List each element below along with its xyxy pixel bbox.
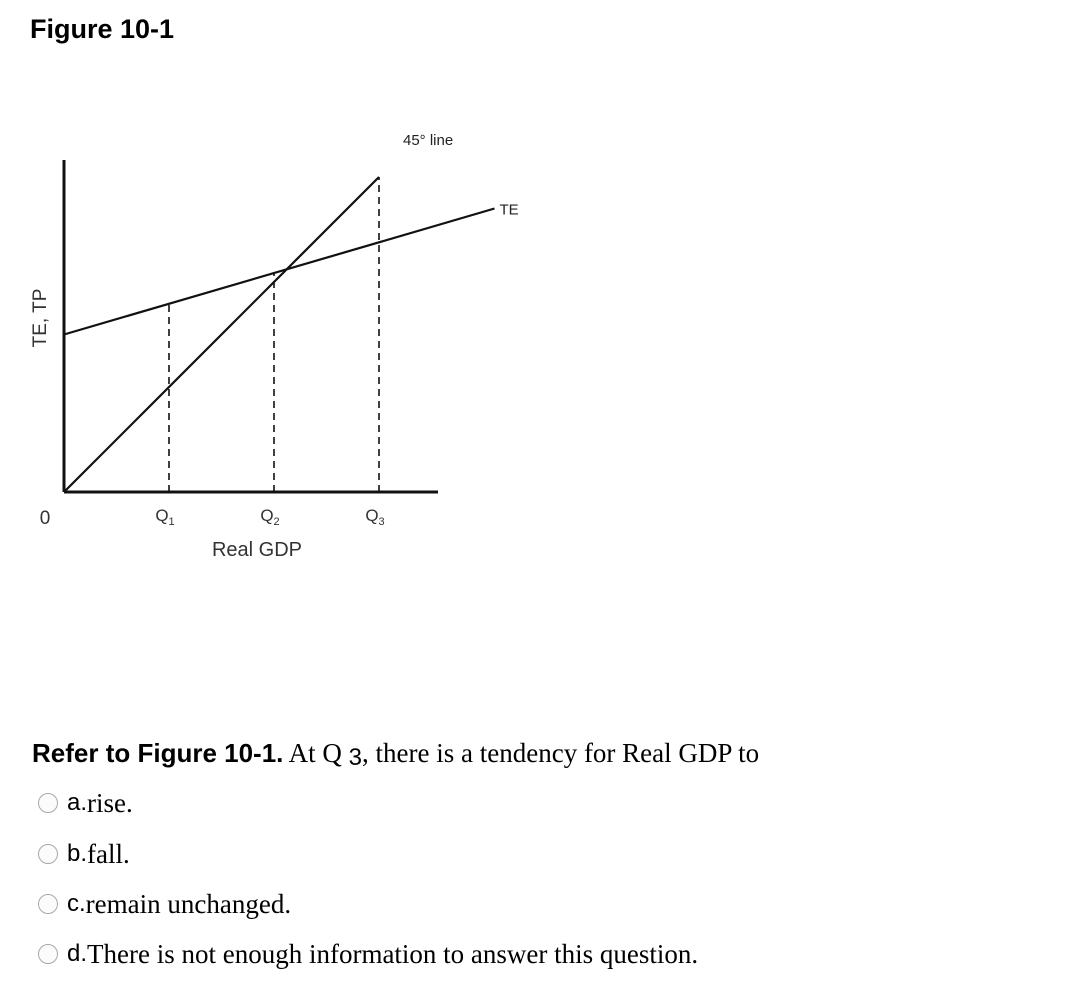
option-c-radio[interactable]: [38, 894, 58, 914]
series-te-line: [64, 209, 495, 335]
x-tick-label-q3: $Q_3$: [365, 506, 385, 528]
option-b[interactable]: [38, 839, 130, 869]
option-c-text: remain unchanged.: [85, 888, 292, 919]
series-45-degree-line: [64, 177, 379, 492]
option-d[interactable]: [38, 939, 698, 969]
option-d-radio[interactable]: [38, 944, 58, 964]
x-tick-label-q1: $Q_1$: [155, 506, 175, 528]
option-d-text: There is not enough information to answer this question.: [87, 938, 699, 969]
option-b-letter: b.: [67, 840, 88, 867]
option-c[interactable]: [38, 889, 291, 919]
option-b-radio[interactable]: [38, 844, 58, 864]
option-d-letter: d.: [67, 940, 88, 967]
x-axis-label: Real GDP: [211, 539, 303, 561]
x-tick-label-q2: $Q_2$: [260, 506, 280, 528]
option-a-letter: a.: [67, 789, 88, 816]
option-a-radio[interactable]: [38, 793, 58, 813]
series-te-label: TE: [499, 201, 519, 219]
option-b-text: fall.: [87, 838, 130, 869]
question-part-a: At Q: [283, 738, 349, 768]
y-axis-label: TE, TP: [30, 288, 51, 348]
question-reference: Refer to Figure 10-1.: [32, 738, 284, 768]
question-text: [32, 738, 759, 769]
option-c-letter: c.: [67, 890, 86, 917]
question-part-b: , there is a tendency for Real GDP to: [362, 738, 760, 768]
origin-label: 0: [39, 508, 51, 529]
figure-title: Figure 10-1: [30, 14, 175, 44]
series-45-degree-label: 45° line: [403, 132, 454, 149]
option-a[interactable]: [38, 788, 133, 818]
question-subscript: 3: [348, 744, 363, 771]
option-a-text: rise.: [87, 787, 133, 818]
